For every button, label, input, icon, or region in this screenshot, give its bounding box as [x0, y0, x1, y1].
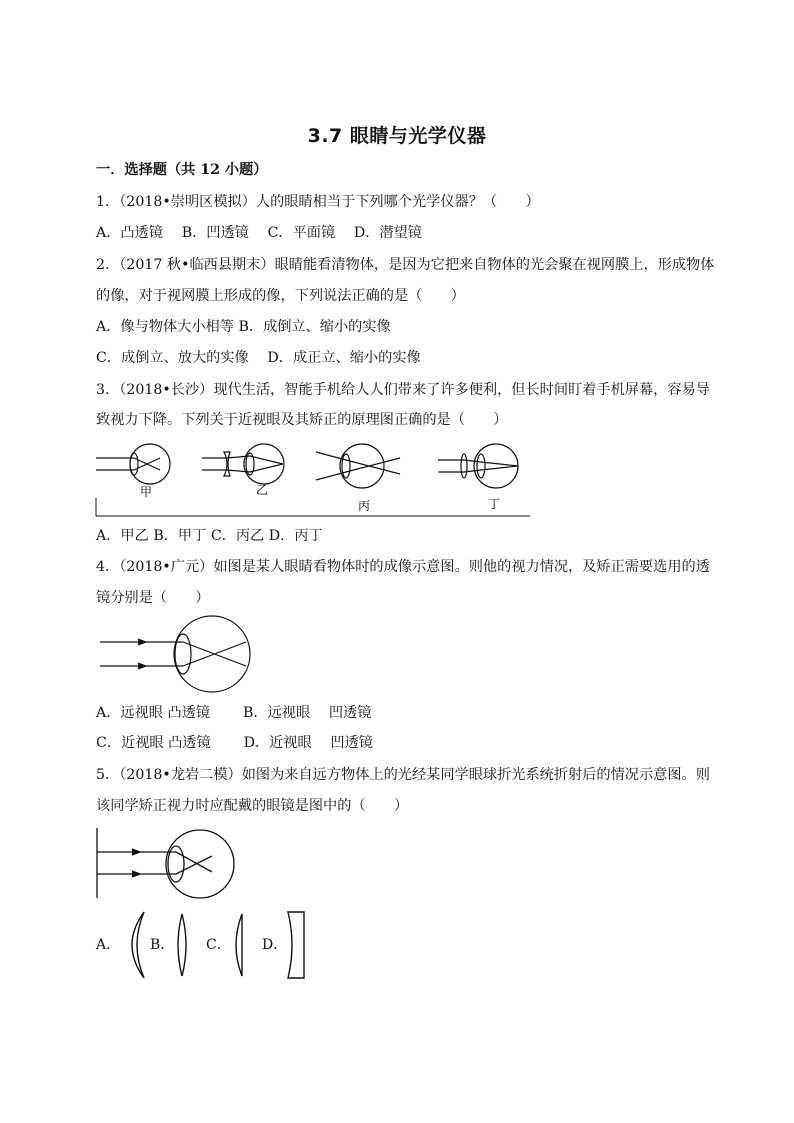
- question-1-stem: 1．（2018•崇明区模拟）人的眼睛相当于下列哪个光学仪器？（ ）: [96, 194, 540, 210]
- question-4-stem-line-2: 镜分别是（ ）: [96, 590, 210, 606]
- question-2-stem-line-2: 的像，对于视网膜上形成的像，下列说法正确的是（ ）: [96, 288, 465, 304]
- eye-diagram-jia: [96, 444, 170, 484]
- figure-label-ding: 丁: [487, 497, 501, 511]
- page-title: 3.7 眼睛与光学仪器: [307, 125, 487, 147]
- eye-diagram-yi: [202, 444, 284, 484]
- question-4-options-line-2: C．近视眼 凸透镜 D．近视眼 凹透镜: [96, 735, 373, 751]
- question-2-stem-line-1: 2．（2017 秋•临西县期末）眼睛能看清物体，是因为它把来自物体的光会聚在视网膜上，形成物体: [96, 257, 715, 273]
- eye-diagram-ding: [438, 444, 518, 488]
- biconvex-lens-icon: [172, 912, 192, 978]
- lens-option-b-label: B．: [150, 937, 175, 953]
- lens-option-a-label: A．: [96, 937, 121, 953]
- crescent-lens-icon: [118, 910, 152, 980]
- question-5-eye-figure: [94, 826, 244, 900]
- plano-concave-lens-icon: [284, 910, 308, 980]
- section-heading: 一．选择题（共 12 小题）: [96, 162, 268, 178]
- question-4-eye-figure: [98, 614, 258, 696]
- question-4-stem-line-1: 4．（2018•广元）如图是某人眼睛看物体时的成像示意图。则他的视力情况，及矫正需要选用的透: [96, 559, 710, 575]
- question-1-options: A．凸透镜 B．凹透镜 C．平面镜 D．潜望镜: [96, 225, 422, 241]
- figure-label-yi: 乙: [255, 483, 269, 497]
- question-5-stem-line-1: 5．（2018•龙岩二模）如图为来自远方物体上的光经某同学眼球折光系统折射后的情况示意图。则: [96, 767, 710, 783]
- lens-option-c-label: C．: [206, 937, 231, 953]
- question-2-options-line-1: A．像与物体大小相等 B．成倒立、缩小的实像: [96, 319, 391, 335]
- question-3-stem-line-2: 致视力下降。下列关于近视眼及其矫正的原理图正确的是（ ）: [96, 412, 508, 428]
- question-2-options-line-2: C．成倒立、放大的实像 D．成正立、缩小的实像: [96, 350, 421, 366]
- question-3-stem-line-1: 3．（2018•长沙）现代生活，智能手机给人人们带来了许多便利，但长时间盯着手机屏幕，容易导: [96, 382, 710, 398]
- eye-diagram-bing: [316, 444, 400, 488]
- question-4-options-line-1: A．远视眼 凸透镜 B．远视眼 凹透镜: [96, 705, 372, 721]
- figure-label-jia: 甲: [139, 485, 153, 499]
- plano-convex-lens-icon: [228, 912, 248, 978]
- question-5-stem-line-2: 该同学矫正视力时应配戴的眼镜是图中的（ ）: [96, 798, 409, 814]
- figure-label-bing: 丙: [357, 499, 371, 513]
- question-3-figure: [94, 438, 534, 518]
- lens-option-d-label: D．: [262, 937, 288, 953]
- question-3-options: A．甲乙 B．甲丁 C．丙乙 D．丙丁: [96, 528, 323, 544]
